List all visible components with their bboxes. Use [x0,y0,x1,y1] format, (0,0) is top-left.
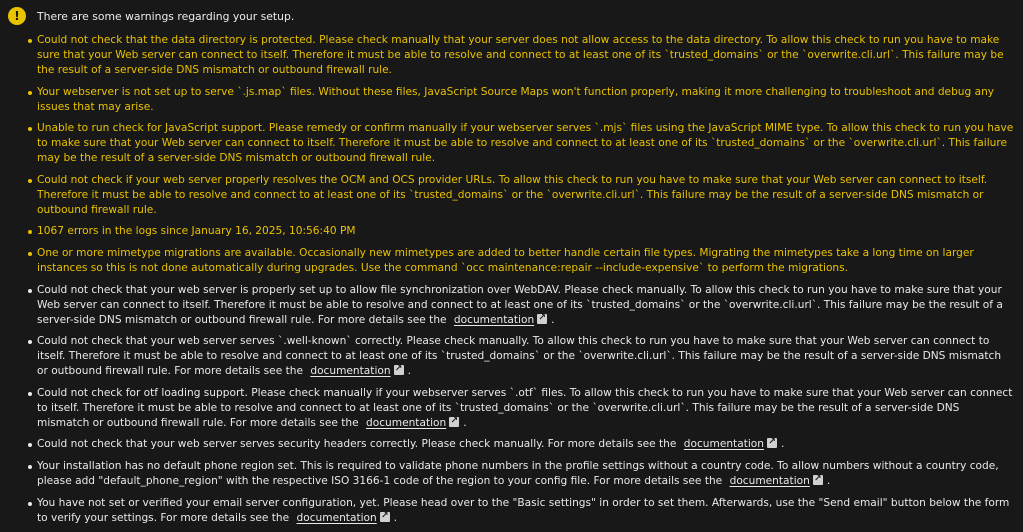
warning-item [37,121,1015,166]
documentation-link[interactable] [310,365,403,377]
link-suffix: . [393,511,398,524]
link-suffix: . [781,438,785,451]
warning-item [37,246,1015,276]
documentation-link[interactable] [297,512,390,524]
documentation-link-label: documentation [296,511,377,524]
external-link-icon [394,365,404,375]
warning-item [37,33,1015,78]
info-item [37,283,1015,328]
external-link-icon [767,438,777,448]
documentation-link[interactable] [454,314,547,326]
external-link-icon [380,512,390,522]
item-text: Could not check that your web server is properly set up to allow file synchronization over WebDAV. Please check manually. To allow this check to run you have to make sure that your Web server can connect to itself. Therefore it must be able to resolve and connect to at least one of its `trusted_domains` or the `overwrite.cli.url`. This failure may be the result of a server-side DNS mismatch or outbound firewall rule. For more details see the [37,283,1003,326]
item-text: You have not set or verified your email server configuration, yet. Please head over to the "Basic settings" in order to set them. Afterwards, use the "Send email" button below the form to verify your settings. For more details see the [37,496,1010,524]
item-text: Could not check that the data directory is protected. Please check manually that your server does not allow access to the data directory. To allow this check to run you have to make sure that your Web server can connect to itself. Therefore it must be able to resolve and connect to at least one of its `trusted_domains` or the `overwrite.cli.url`. This failure may be the result of a server-side DNS mismatch or outbound firewall rule. [37,34,1004,76]
documentation-link-label: documentation [366,416,447,429]
item-text: Unable to run check for JavaScript support. Please remedy or confirm manually if your webserver serves `.mjs` files using the JavaScript MIME type. To allow this check to run you have to make sure that your Web server can connect to itself. Therefore it must be able to resolve and connect to at least one of its `trusted_domains` or the `overwrite.cli.url`. This failure may be the result of a server-side DNS mismatch or outbound firewall rule. [37,122,1014,165]
link-suffix: . [407,365,411,378]
info-item [37,459,1015,489]
link-suffix: . [463,416,467,429]
info-item [37,386,1015,431]
documentation-link[interactable] [366,417,459,429]
link-suffix: . [551,313,555,326]
documentation-link-label: documentation [453,313,535,326]
documentation-link-label: documentation [310,365,391,378]
warnings-list [37,33,1015,532]
item-text: 1067 errors in the logs since January 16, 2025, 10:56:40 PM [37,225,356,238]
item-text: Could not check if your web server properly resolves the OCM and OCS provider URLs. To allow this check to run you have to make sure that your Web server can connect to itself. Therefore it must be able to resolve and connect to at least one of its `trusted_domains` or the `overwrite.cli.url`. This failure may be the result of a server-side DNS mismatch or outbound firewall rule. [37,173,988,216]
item-text: Your webserver is not set up to serve `.js.map` files. Without these files, JavaScript Source Maps won't function properly, making it more challenging to troubleshoot and debug any issues that may arise. [37,85,995,113]
documentation-link-label: documentation [729,474,810,487]
item-text: Your installation has no default phone region set. This is required to validate phone numbers in the profile settings without a country code. To allow numbers without a country code, please add "default_phone_region" with the respective ISO 3166-1 code of the region to your config file. For more details see the [37,459,999,487]
item-text: One or more mimetype migrations are available. Occasionally new mimetypes are added to better handle certain file types. Migrating the mimetypes take a long time on larger instances so this is not done automatically during upgrades. Use the command `occ maintenance:repair --include-expensive` to perform the migrations. [37,246,974,274]
info-item [37,437,1015,452]
warning-icon: ! [8,7,26,25]
info-item [37,496,1015,526]
warning-item [37,173,1015,218]
item-text: Could not check that your web server serves `.well-known` correctly. Please check manually. To allow this check to run you have to make sure that your Web server can connect to itself. Therefore it must be able to resolve and connect to at least one of its `trusted_domains` or the `overwrite.cli.url`. This failure may be the result of a server-side DNS mismatch or outbound firewall rule. For more details see the [37,335,1002,378]
warning-item [37,224,1015,239]
external-link-icon [813,475,823,485]
item-text: Could not check for otf loading support. Please check manually if your webserver serves `.otf` files. To allow this check to run you have to make sure that your Web server can connect to itself. Therefore it must be able to resolve and connect to at least one of its `trusted_domains` or the `overwrite.cli.url`. This failure may be the result of a server-side DNS mismatch or outbound firewall rule. For more details see the [37,386,1013,429]
documentation-link-label: documentation [683,438,764,451]
documentation-link[interactable] [684,438,777,450]
warning-item [37,85,1015,115]
item-text: Could not check that your web server serves security headers correctly. Please check manually. For more details see the [37,438,677,451]
info-item [37,334,1015,379]
external-link-icon [449,417,459,427]
documentation-link[interactable] [730,475,823,487]
external-link-icon [537,314,547,324]
warnings-header: There are some warnings regarding your setup. [37,10,295,23]
link-suffix: . [826,474,831,487]
